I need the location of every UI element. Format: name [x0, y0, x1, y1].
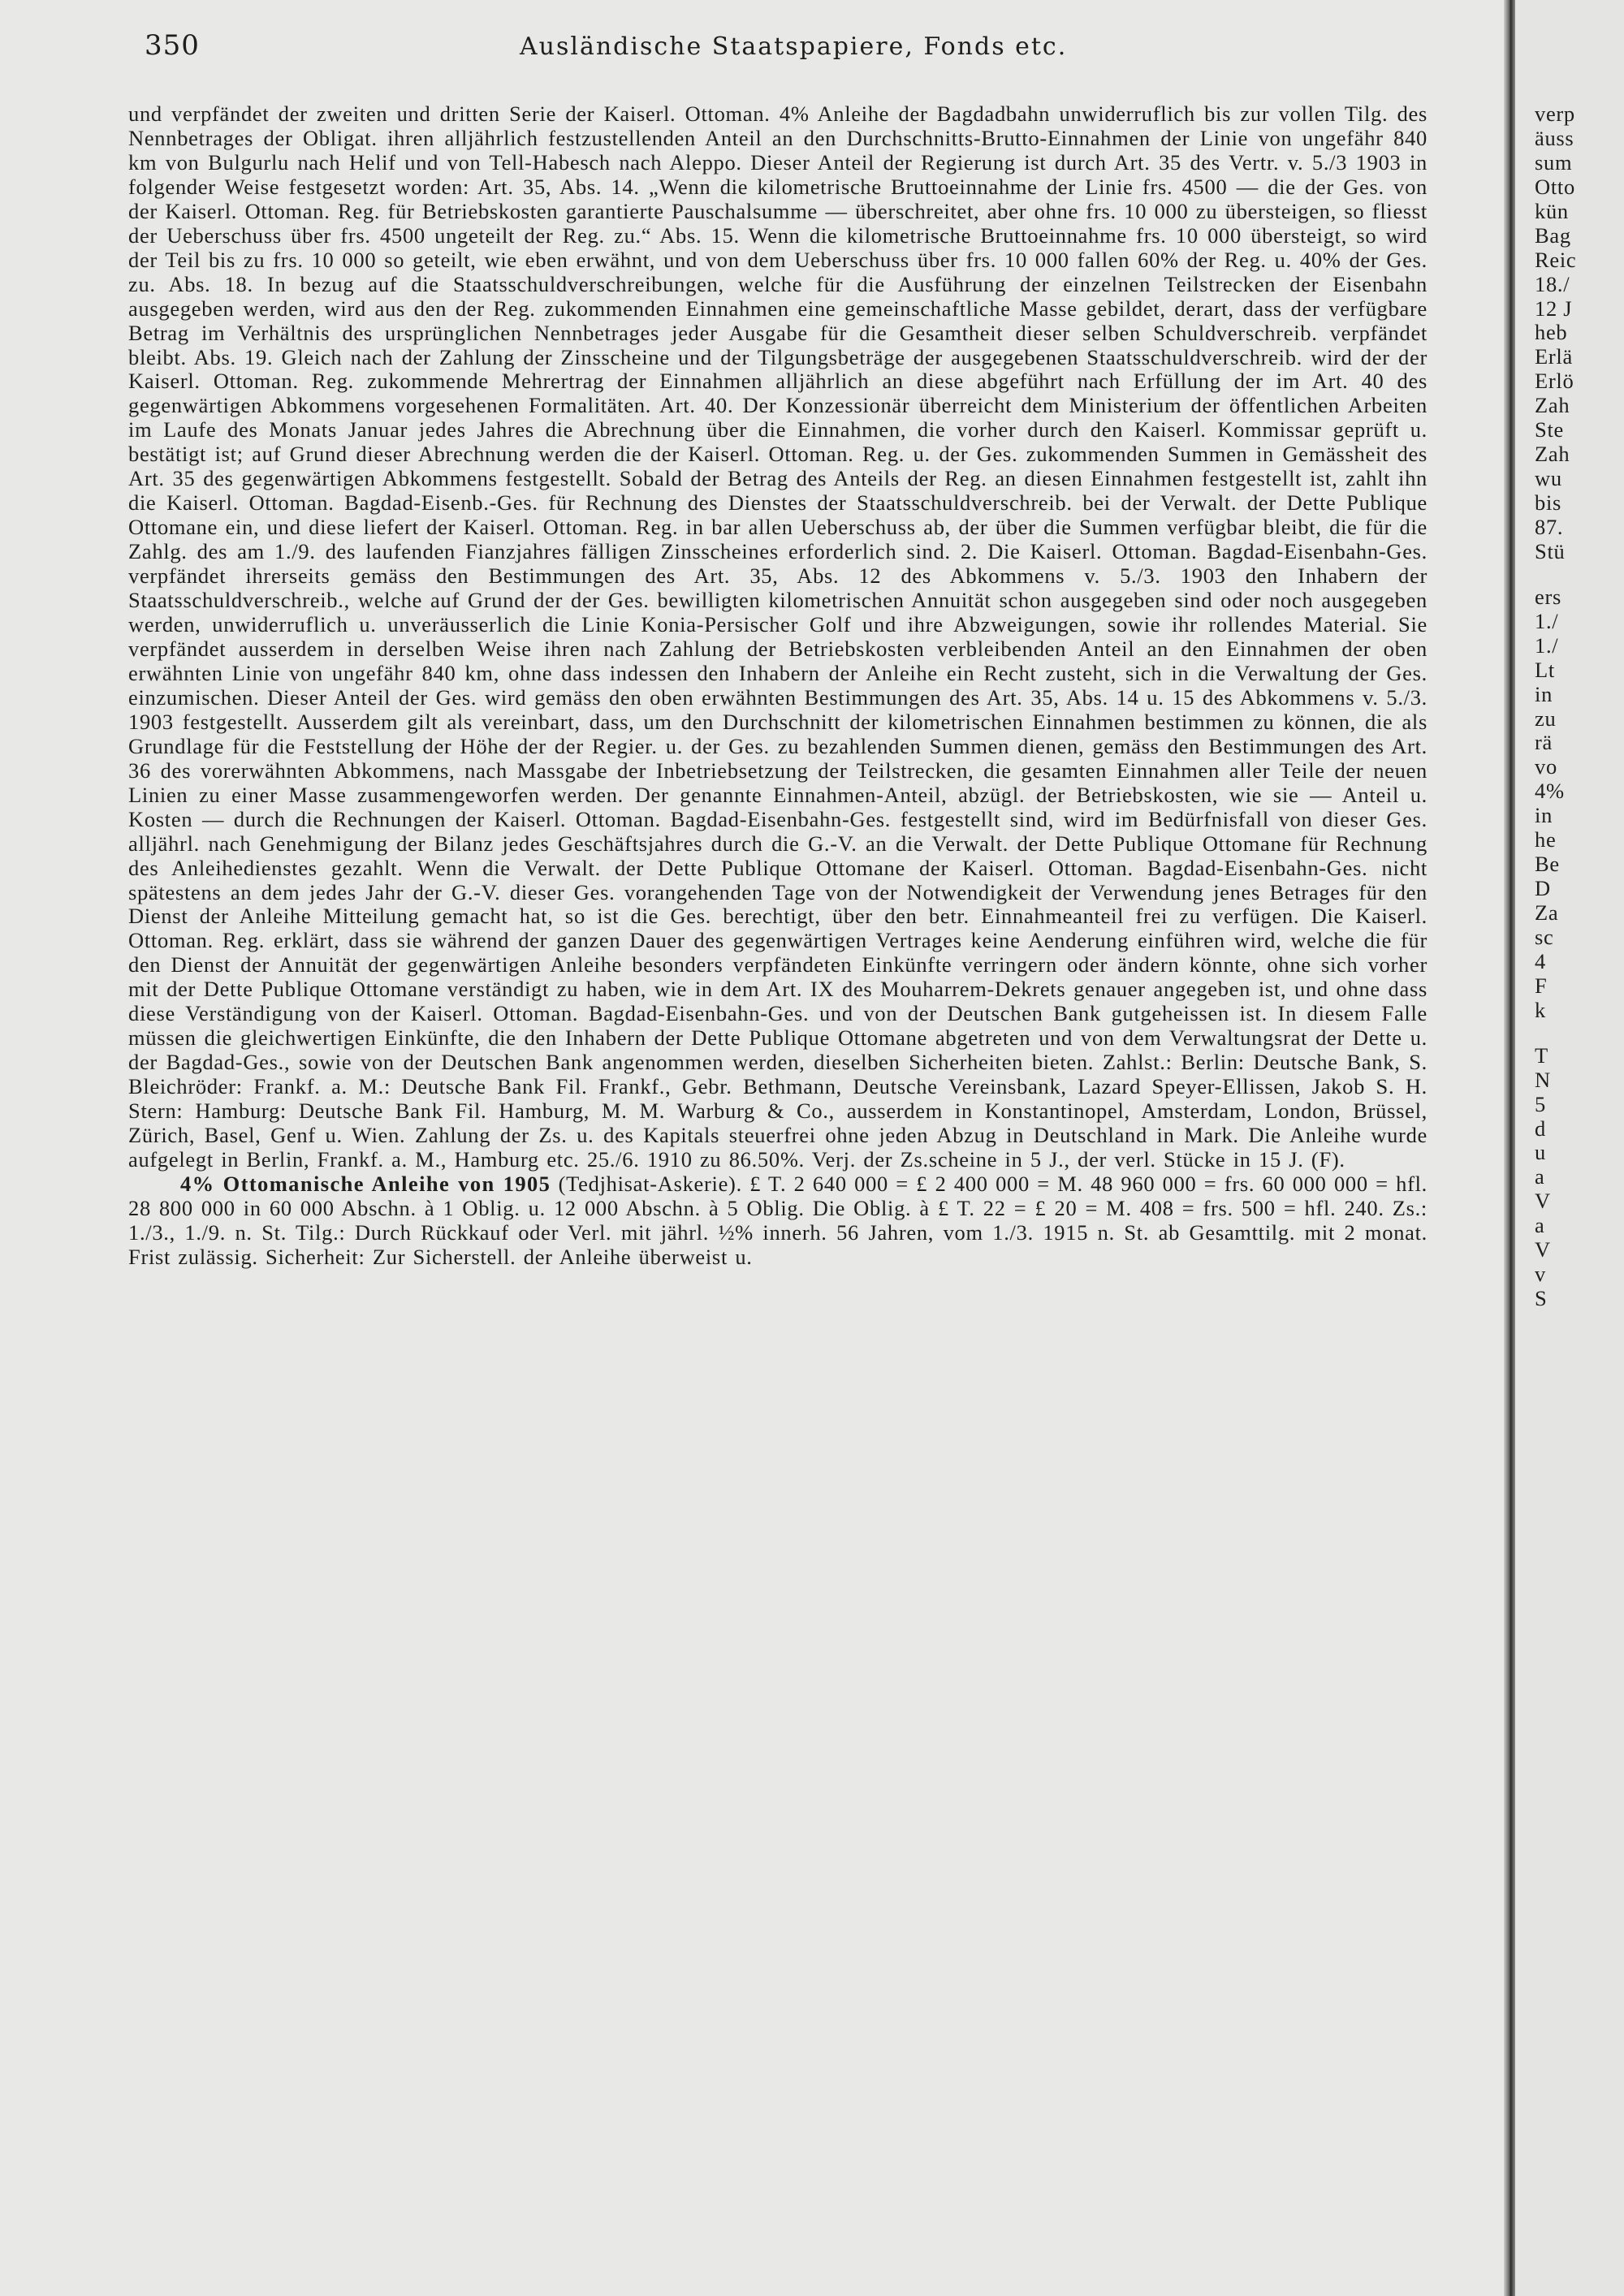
facing-page-line: 5 — [1535, 1091, 1546, 1116]
facing-page-line: 18./ — [1535, 271, 1570, 296]
paragraph-ottoman-loan-1905-text: (Tedjhisat-Askerie). £ T. 2 640 000 = £ 2 400 000 = M. 48 960 000 = frs. 60 000 000 = hfl. 28 800 000 in 60 000 Abschn. à 1 Oblig. u. 12 000 Abschn. à 5 Oblig. Die Oblig. à £ T. 22 = £ 20 = M. 408 = frs. 500 = hfl. 240. Zs.: 1./3., 1./9. n. St. Tilg.: Durch Rückkauf oder Verl. mit jährl. ½% innerh. 56 Jahren, vom 1./3. 1915 n. St. ab Gesamttilg. mit 2 monat. Frist zulässig. Sicherheit: Zur Sicherstell. der Anleihe überweist u. — [128, 1171, 1427, 1269]
facing-page-line: he — [1535, 827, 1557, 852]
facing-page-line: Otto — [1535, 174, 1575, 199]
page-number: 350 — [145, 29, 200, 62]
facing-page-line: Be — [1535, 852, 1560, 877]
facing-page-line: D — [1535, 876, 1551, 901]
paragraph-ottoman-loan-1905 — [128, 1172, 1427, 1270]
facing-page-fragment — [1535, 102, 1624, 1311]
facing-page-line: a — [1535, 1213, 1545, 1238]
facing-page-line: Ste — [1535, 417, 1564, 442]
facing-page-line: Stü — [1535, 538, 1566, 563]
facing-page-line: Erlä — [1535, 344, 1573, 369]
facing-page-line: heb — [1535, 320, 1568, 345]
section-heading: 4% Ottomanische Anleihe von 1905 — [180, 1171, 551, 1196]
facing-page-line: 1./ — [1535, 632, 1559, 658]
facing-page-line: in — [1535, 681, 1553, 706]
facing-page-line: N — [1535, 1067, 1551, 1092]
facing-page-line: 1./ — [1535, 608, 1559, 633]
facing-page-line: wu — [1535, 466, 1562, 491]
facing-page-line: Erlö — [1535, 369, 1574, 394]
facing-page-line: a — [1535, 1164, 1545, 1189]
facing-page-line: in — [1535, 803, 1553, 828]
facing-page-line: Zah — [1535, 442, 1570, 467]
facing-page-line: Reic — [1535, 247, 1577, 272]
facing-page-line: 4 — [1535, 948, 1546, 973]
facing-page-line: zu — [1535, 706, 1557, 731]
facing-page-line: äuss — [1535, 125, 1574, 150]
facing-page-line: ers — [1535, 584, 1561, 609]
facing-page-line — [1535, 1023, 1624, 1044]
paragraph-bagdad-loan-pledge: und verpfändet der zweiten und dritten Serie der Kaiserl. Ottoman. 4% Anleihe der Bagdadbahn unwiderruflich bis zur vollen Tilg. des Nennbetrages der Obligat. ihren alljährlich festzustellenden Anteil an den Durchschnitts-Brutto-Einnahmen der Linie von ungefähr 840 km von Bulgurlu nach Helif und von Tell-Habesch nach Aleppo. Dieser Anteil der Regierung ist durch Art. 35 des Vertr. v. 5./3 1903 in folgender Weise festgesetzt worden: Art. 35, Abs. 14. „Wenn die kilometrische Bruttoeinnahme der Linie frs. 4500 — die der Ges. von der Kaiserl. Ottoman. Reg. für Betriebskosten garantierte Pauschalsumme — überschreitet, aber ohne frs. 10 000 zu übersteigen, so fliesst der Ueberschuss über frs. 4500 ungeteilt der Reg. zu.“ Abs. 15. Wenn die kilometrische Bruttoeinnahme frs. 10 000 übersteigt, so wird der Teil bis zu frs. 10 000 so geteilt, wie eben erwähnt, und von dem Ueberschuss über frs. 10 000 fallen 60% der Reg. u. 40% der Ges. zu. Abs. 18. In bezug auf die Staatsschuldverschreibungen, welche für die Ausführung der einzelnen Teilstrecken der Eisenbahn ausgegeben werden, wird aus den der Reg. zukommenden Einnahmen eine gemeinschaftliche Masse gebildet, derart, dass der verfügbare Betrag im Verhältnis des ursprünglichen Nennbetrages jeder Ausgabe für die Gesamtheit dieser selben Schuldverschreib. verpfändet bleibt. Abs. 19. Gleich nach der Zahlung der Zinsscheine und der Tilgungsbeträge der ausgegebenen Staatsschuldverschreib. wird der der Kaiserl. Ottoman. Reg. zukommende Mehrertrag der Einnahmen alljährlich an diese abgeführt nach Erfüllung der im Art. 40 des gegenwärtigen Abkommens vorgesehenen Formalitäten. Art. 40. Der Konzessionär überreicht dem Ministerium der öffentlichen Arbeiten im Laufe des Monats Januar jedes Jahres die Abrechnung über die Einnahmen, die vorher durch den Kaiserl. Kommissar geprüft u. bestätigt ist; auf Grund dieser Abrechnung werden die der Kaiserl. Ottoman. Reg. u. der Ges. zukommenden Summen in Gemässheit des Art. 35 des gegenwärtigen Abkommens festgestellt. Sobald der Betrag des Anteils der Reg. an diesen Einnahmen festgestellt ist, zahlt ihn die Kaiserl. Ottoman. Bagdad-Eisenb.-Ges. für Rechnung des Dienstes der Staatsschuldverschreib. bei der Verwalt. der Dette Publique Ottomane ein, und diese liefert der Kaiserl. Ottoman. Reg. in bar allen Ueberschuss ab, der über die Summen verfügbar bleibt, die für die Zahlg. des am 1./9. des laufenden Fianzjahres fälligen Zinsscheines erforderlich sind. 2. Die Kaiserl. Ottoman. Bagdad-Eisenbahn-Ges. verpfändet ihrerseits gemäss den Bestimmungen des Art. 35, Abs. 12 des Abkommens v. 5./3. 1903 den Inhabern der Staatsschuldverschreib., welche auf Grund der der Ges. bewilligten kilometrischen Annuität schon ausgegeben sind oder noch ausgegeben werden, unwiderruflich u. unveräusserlich die Linie Konia-Persischer Golf und ihre Abzweigungen, sowie ihr rollendes Material. Sie verpfändet ausserdem in derselben Weise ihren nach Zahlung der Betriebskosten verbleibenden Anteil an den Einnahmen der oben erwähnten Linie von ungefähr 840 km, ohne dass indessen den Inhabern der Anleihe ein Recht zusteht, sich in die Verwaltung der Ges. einzumischen. Dieser Anteil der Ges. wird gemäss den oben erwähnten Bestimmungen des Art. 35, Abs. 14 u. 15 des Abkommens v. 5./3. 1903 festgestellt. Ausserdem gilt als vereinbart, dass, um den Durchschnitt der kilometrischen Einnahmen bestimmen zu können, die als Grundlage für die Feststellung der Höhe der der Regier. u. der Ges. zu bezahlenden Summen dienen, gemäss den Bestimmungen des Art. 36 des vorerwähnten Abkommens, nach Massgabe der Inbetriebsetzung der Teilstrecken, die gesamten Einnahmen aller Teile der neuen Linien zu einer Masse zusammengeworfen werden. Der genannte Einnahmen-Anteil, abzügl. der Betriebskosten, wie sie — Anteil u. Kosten — durch die Rechnungen der Kaiserl. Ottoman. Bagdad-Eisenbahn-Ges. festgestellt sind, wird im Bedürfnisfall von dieser Ges. alljährl. nach Genehmigung der Bilanz jedes Geschäftsjahres durch die G.-V. an die Verwalt. der Dette Publique Ottomane für Rechnung des Anleihedienstes gezahlt. Wenn die Verwalt. der Dette Publique Ottomane der Kaiserl. Ottoman. Bagdad-Eisenbahn-Ges. nicht spätestens an dem jedes Jahr der G.-V. dieser Ges. vorangehenden Tage von der Notwendigkeit der Verwendung jenes Betrages für den Dienst der Anleihe Mitteilung gemacht hat, so ist die Ges. berechtigt, über den betr. Einnahmeanteil frei zu verfügen. Die Kaiserl. Ottoman. Reg. erklärt, dass sie während der ganzen Dauer des gegenwärtigen Vertrages keine Aenderung einführen wird, welche die für den Dienst der Annuität der gegenwärtigen Anleihe besonders verpfändeten Einkünfte verringern oder ändern könnte, ohne sich vorher mit der Dette Publique Ottomane verständigt zu haben, wie in dem Art. IX des Mouharrem-Dekrets genauer angegeben ist, und ohne dass diese Verständigung von der Kaiserl. Ottoman. Bagdad-Eisenbahn-Ges. und von der Deutschen Bank gutgeheissen ist. In diesem Falle müssen die gleichwertigen Einkünfte, die den Inhabern der Dette Publique Ottomane abgetreten und von dem Verwaltungsrat der Dette u. der Bagdad-Ges., sowie von der Deutschen Bank angenommen werden, dieselben Sicherheiten bieten. Zahlst.: Berlin: Deutsche Bank, S. Bleichröder: Frankf. a. M.: Deutsche Bank Fil. Frankf., Gebr. Bethmann, Deutsche Vereinsbank, Lazard Speyer-Ellissen, Jakob S. H. Stern: Hamburg: Deutsche Bank Fil. Hamburg, M. M. Warburg & Co., ausserdem in Konstantinopel, Amsterdam, London, Brüssel, Zürich, Basel, Genf u. Wien. Zahlung der Zs. u. des Kapitals steuerfrei ohne jeden Abzug in Deutschland in Mark. Die Anleihe wurde aufgelegt in Berlin, Frankf. a. M., Hamburg etc. 25./6. 1910 zu 86.50%. Verj. der Zs.scheine in 5 J., der verl. Stücke in 15 J. (F). — [128, 101, 1427, 1172]
facing-page-line: sc — [1535, 924, 1554, 949]
facing-page-line: verp — [1535, 102, 1575, 126]
facing-page-line: bis — [1535, 490, 1562, 515]
facing-page-line: u — [1535, 1140, 1546, 1165]
facing-page-line: rä — [1535, 730, 1553, 755]
facing-page-line: Bag — [1535, 222, 1571, 248]
facing-page-line: V — [1535, 1189, 1551, 1214]
facing-page-line: F — [1535, 973, 1548, 998]
facing-page-line: d — [1535, 1116, 1546, 1141]
facing-page-line: k — [1535, 997, 1546, 1022]
facing-page-line: kün — [1535, 198, 1569, 223]
main-text-column — [128, 102, 1427, 1270]
facing-page-line: vo — [1535, 754, 1557, 779]
facing-page-line: 4% — [1535, 779, 1565, 804]
facing-page-line: 87. — [1535, 514, 1564, 539]
facing-page-line: T — [1535, 1042, 1548, 1068]
facing-page-line — [1535, 564, 1624, 585]
running-title: Ausländische Staatspapiere, Fonds etc. — [520, 32, 1068, 61]
facing-page-line: sum — [1535, 149, 1573, 175]
facing-page-line: v — [1535, 1262, 1546, 1287]
facing-page-line: V — [1535, 1237, 1551, 1262]
facing-page-line: S — [1535, 1286, 1548, 1311]
book-gutter — [1504, 0, 1515, 2296]
facing-page-line: Zah — [1535, 393, 1570, 418]
facing-page-line: Lt — [1535, 657, 1555, 682]
facing-page-line: Za — [1535, 900, 1559, 925]
facing-page-line: 12 J — [1535, 296, 1573, 321]
